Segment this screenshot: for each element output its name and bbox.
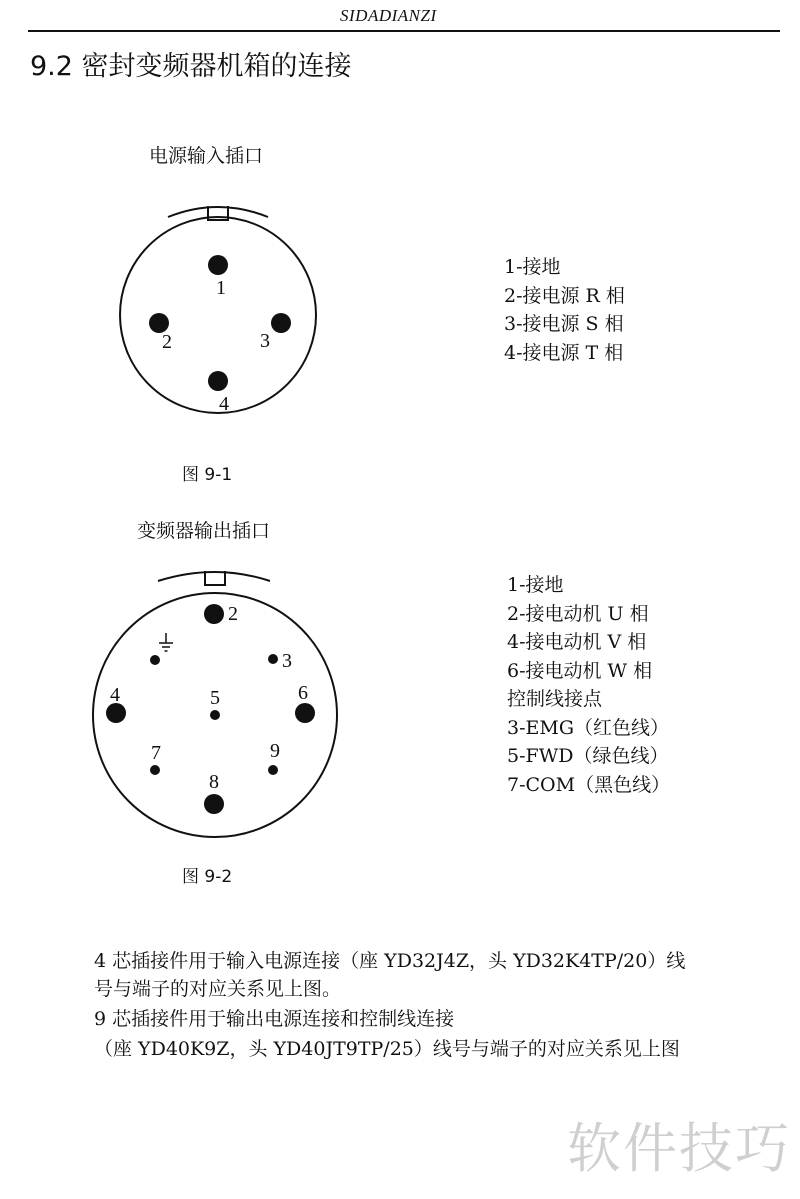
figure1-legend-item: 4-接电源 T 相 bbox=[504, 341, 624, 364]
figure2-legend-item: 4-接电动机 V 相 bbox=[507, 631, 647, 653]
section-title: 9.2 密封变频器机箱的连接 bbox=[30, 51, 352, 82]
figure1-legend bbox=[504, 253, 625, 367]
figure1-key-notch bbox=[168, 207, 268, 217]
figure1-pin-4-label: 4 bbox=[219, 393, 229, 415]
figure1-pin-1-dot bbox=[208, 255, 228, 275]
figure1-pin-1-label: 1 bbox=[216, 277, 226, 299]
watermark: 软件技巧 bbox=[567, 1117, 791, 1180]
body-paragraph-line: 号与端子的对应关系见上图。 bbox=[94, 978, 342, 1000]
figure1-legend-item: 2-接电源 R 相 bbox=[504, 284, 625, 307]
figure2-legend-item: 2-接电动机 U 相 bbox=[507, 602, 649, 625]
figure1-pin-3-label: 3 bbox=[260, 330, 270, 352]
figure2-legend bbox=[507, 571, 670, 799]
figure2-pin-9-label: 9 bbox=[270, 740, 280, 762]
figure2-pin-1-dot bbox=[150, 655, 160, 665]
figure2-pin-3-label: 3 bbox=[282, 650, 292, 672]
figure2-pin-9-dot bbox=[268, 765, 278, 775]
figure1-caption: 电源输入插口 bbox=[149, 145, 264, 167]
figure2-pin-3-dot bbox=[268, 654, 278, 664]
figure1-legend-item: 1-接地 bbox=[504, 256, 561, 278]
figure2-label: 图 9-2 bbox=[182, 867, 233, 887]
body-paragraph-line: 4 芯插接件用于输入电源连接（座 YD32J4Z，头 YD32K4TP/20）线 bbox=[94, 950, 686, 972]
figure1-label: 图 9-1 bbox=[182, 465, 233, 485]
figure2-legend-item: 3-EMG（红色线） bbox=[507, 716, 670, 739]
figure1-pin-2-label: 2 bbox=[162, 331, 172, 353]
figure1-pin-3-dot bbox=[271, 313, 291, 333]
figure2-pin-6-dot bbox=[295, 703, 315, 723]
figure1-pin-2-dot bbox=[149, 313, 169, 333]
figure2-key-notch bbox=[158, 572, 270, 581]
figure1-connector-diagram bbox=[100, 195, 340, 425]
figure2-legend-item: 6-接电动机 W 相 bbox=[507, 659, 653, 682]
figure2-legend-item: 5-FWD（绿色线） bbox=[507, 745, 669, 767]
figure2-pin-7-label: 7 bbox=[151, 742, 161, 764]
figure2-pin-8-dot bbox=[204, 794, 224, 814]
figure2-connector-diagram bbox=[80, 565, 370, 850]
figure2-legend-item: 控制线接点 bbox=[507, 688, 603, 710]
figure2-pin-5-label: 5 bbox=[210, 687, 220, 709]
figure2-pin-6-label: 6 bbox=[298, 682, 308, 704]
figure2-legend-item: 7-COM（黑色线） bbox=[507, 773, 671, 796]
figure2-pin-5-dot bbox=[210, 710, 220, 720]
figure2-legend-item: 1-接地 bbox=[507, 574, 564, 596]
figure2-pin-2-label: 2 bbox=[228, 603, 238, 625]
body-paragraph-line: 9 芯插接件用于输出电源连接和控制线连接 bbox=[94, 1008, 455, 1030]
figure2-caption: 变频器输出插口 bbox=[137, 520, 271, 542]
figure1-legend-item: 3-接电源 S 相 bbox=[504, 313, 624, 335]
figure2-pin-7-dot bbox=[150, 765, 160, 775]
figure2-pin-4-dot bbox=[106, 703, 126, 723]
running-header: SIDADIANZI bbox=[340, 6, 437, 25]
figure2-pin-4-label: 4 bbox=[110, 684, 120, 706]
figure2-pin-8-label: 8 bbox=[209, 771, 219, 793]
ground-icon bbox=[159, 633, 173, 651]
body-paragraph-line: （座 YD40K9Z，头 YD40JT9TP/25）线号与端子的对应关系见上图 bbox=[94, 1038, 680, 1060]
figure2-pin-2-dot bbox=[204, 604, 224, 624]
figure1-pin-4-dot bbox=[208, 371, 228, 391]
header-rule bbox=[28, 30, 780, 32]
